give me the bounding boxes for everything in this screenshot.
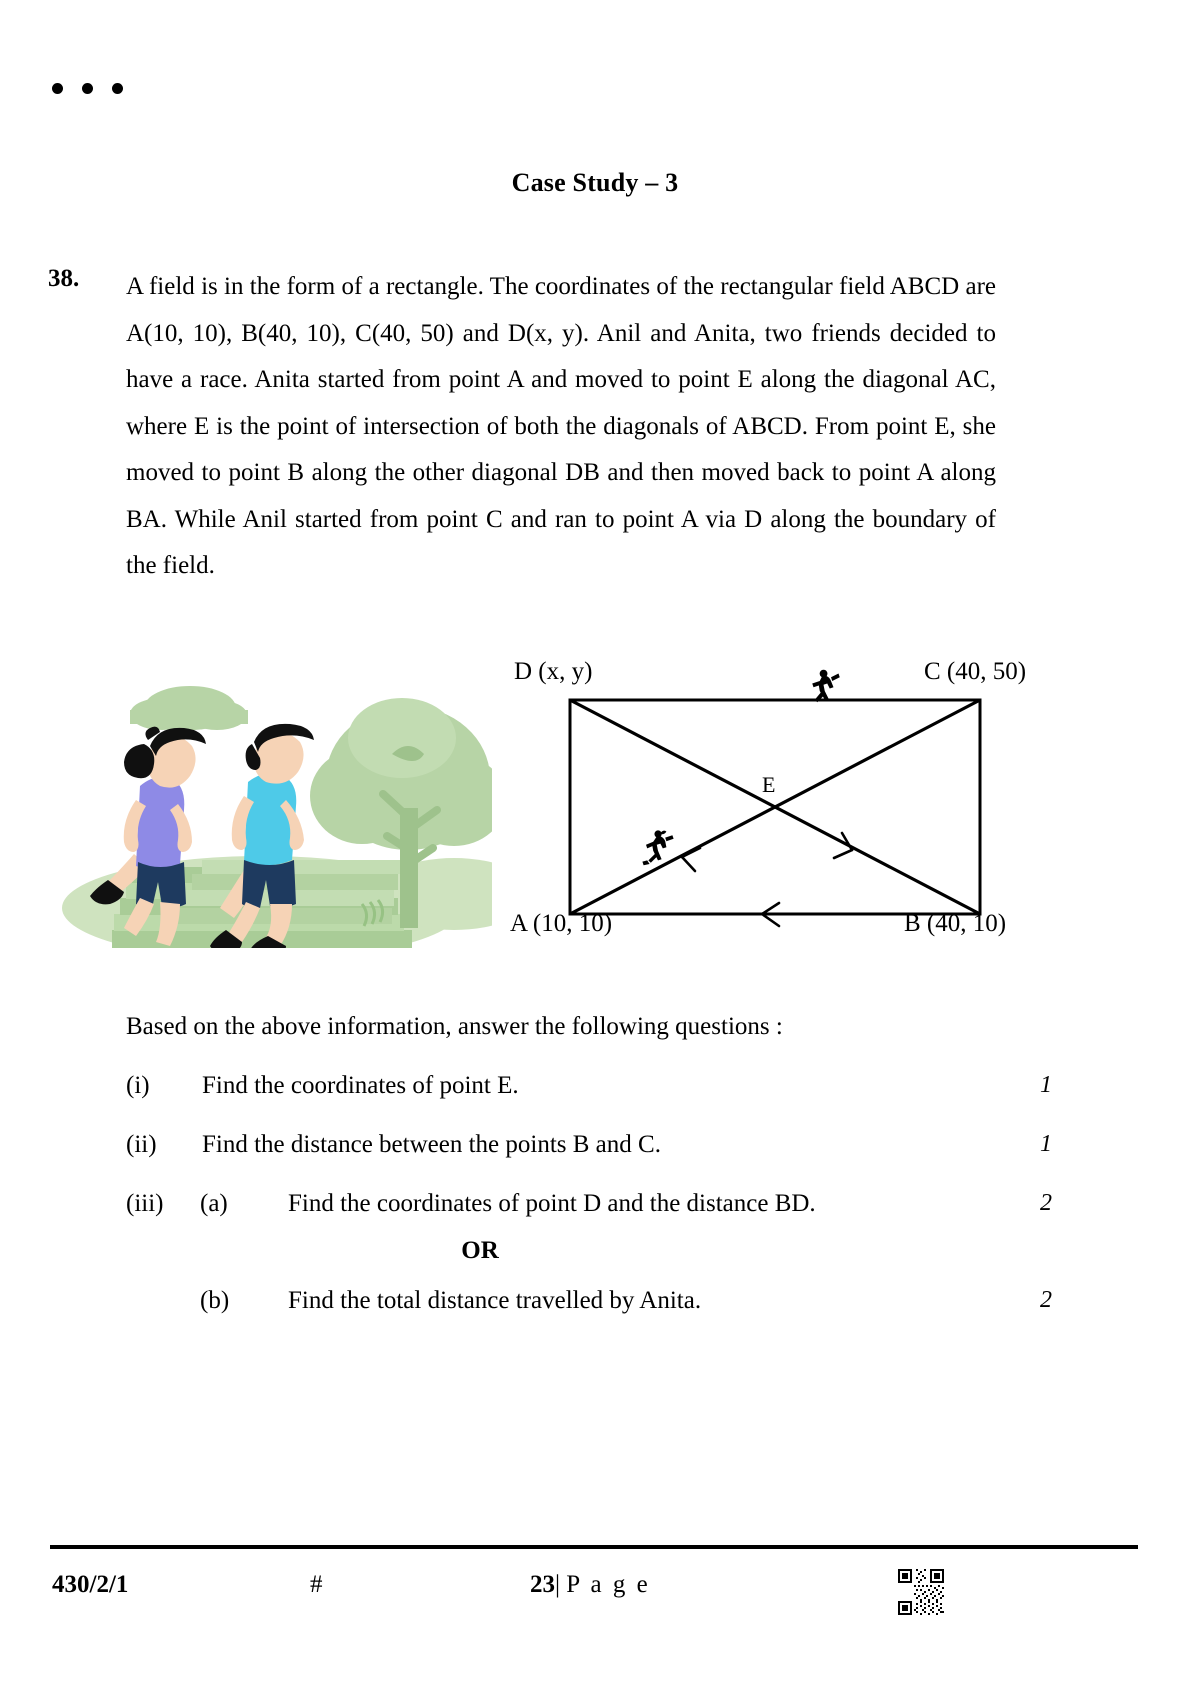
sub-questions-list xyxy=(0,1072,1190,1334)
vertex-label-A: A (10, 10) xyxy=(510,910,613,937)
page-title: Case Study – 3 xyxy=(511,168,679,197)
dot-icon xyxy=(82,83,93,94)
sub-question-i xyxy=(0,1072,1190,1131)
vertex-label-B: B (40, 10) xyxy=(904,910,1007,937)
sub-question-roman: (ii) xyxy=(126,1131,157,1158)
vertex-label-E: E xyxy=(762,772,776,797)
sub-question-text: Find the distance between the points B and C. xyxy=(202,1131,661,1158)
sub-question-ii xyxy=(0,1131,1190,1190)
page-footer xyxy=(0,1565,1190,1625)
sub-question-marks: 2 xyxy=(1040,1287,1052,1313)
sub-question-marks: 1 xyxy=(1040,1072,1052,1098)
or-separator: OR xyxy=(461,1237,499,1264)
sub-question-alpha: (b) xyxy=(200,1287,230,1314)
runner-icon-diagonal xyxy=(642,830,673,865)
sub-question-iii-b xyxy=(0,1287,1190,1334)
qr-code-icon xyxy=(898,1569,944,1615)
sub-question-roman: (i) xyxy=(126,1072,150,1099)
paper-code: 430/2/1 xyxy=(52,1571,129,1598)
page-number: 23 xyxy=(530,1571,555,1598)
arrow-on-EB-icon xyxy=(834,833,852,858)
rectangle-diagram xyxy=(500,652,1100,962)
top-ellipsis-marker xyxy=(52,83,123,94)
sub-question-roman: (iii) xyxy=(126,1190,164,1217)
page-word: P a g e xyxy=(566,1571,651,1598)
page-separator: | xyxy=(555,1571,561,1598)
dot-icon xyxy=(52,83,63,94)
question-text: A field is in the form of a rectangle. The coordinates of the rectangular field ABCD are A(10, 10), B(40, 10), C(40, 50) and D(x, y). Anil and Anita, two friends decided to have a race. Anita started from point A and moved to point E along the diagonal AC, where E is the point of intersection of both the diagonals of ABCD. From point E, she moved to point B along the other diagonal DB and then moved back to point A along BA. While Anil started from point C and ran to point A via D along the boundary of the field. xyxy=(126,273,996,579)
question-number: 38. xyxy=(48,265,80,292)
dot-icon xyxy=(112,83,123,94)
footer-divider xyxy=(50,1545,1138,1549)
sub-question-text: Find the coordinates of point E. xyxy=(202,1072,519,1099)
cloud-icon xyxy=(130,686,248,730)
sub-question-marks: 1 xyxy=(1040,1131,1052,1157)
vertex-label-D: D (x, y) xyxy=(514,658,593,685)
sub-question-marks: 2 xyxy=(1040,1190,1052,1216)
sub-question-text: Find the coordinates of point D and the distance BD. xyxy=(288,1190,816,1217)
sub-question-alpha: (a) xyxy=(200,1190,228,1217)
sub-question-text: Find the total distance travelled by Anita. xyxy=(288,1287,702,1314)
hash-marker: # xyxy=(310,1571,323,1598)
page-indicator xyxy=(530,1571,650,1599)
arrow-on-AE-icon xyxy=(682,848,700,871)
runners-illustration xyxy=(62,618,492,948)
instruction-line: Based on the above information, answer the following questions : xyxy=(126,1013,783,1040)
vertex-label-C: C (40, 50) xyxy=(924,658,1027,685)
runner-icon-top xyxy=(812,670,840,703)
sub-question-iii-a xyxy=(0,1190,1190,1237)
